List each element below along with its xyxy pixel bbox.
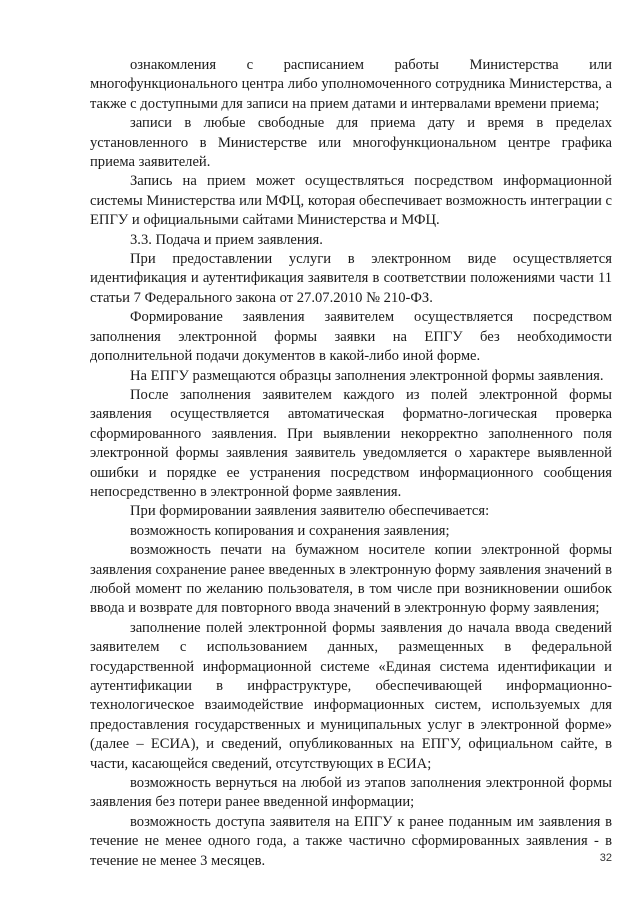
paragraph-copy-save: возможность копирования и сохранения заявления; <box>130 522 450 539</box>
paragraph-return-step: возможность вернуться на любой из этапов заполнения электронной формы заявления без потери ранее введенной информации; <box>90 775 612 811</box>
document-body <box>90 56 612 871</box>
section-heading-3-3: 3.3. Подача и прием заявления. <box>130 231 323 248</box>
paragraph-validation: После заполнения заявителем каждого из полей электронной формы заявления осуществляется автоматическая форматно-логическая проверка сформированного заявления. При выявлении некорректно заполненного поля электронной формы заявления заявитель уведомляется о характере выявленной ошибки и порядке ее устранения посредством информационного сообщения непосредственно в электронной форме заявления. <box>90 386 612 500</box>
paragraph-identification: При предоставлении услуги в электронном виде осуществляется идентификация и аутентификация заявителя в соответствии положениями части 11 статьи 7 Федерального закона от 27.07.2010 № 210-ФЗ. <box>90 251 612 306</box>
paragraph-form-filling: Формирование заявления заявителем осуществляется посредством заполнения электронной формы заявки на ЕПГУ без необходимости дополнительной подачи документов в какой-либо иной форме. <box>90 309 612 365</box>
paragraph-access-history: возможность доступа заявителя на ЕПГУ к ранее поданным им заявления в течение не менее одного года, а также частично сформированных заявления - в течение не менее 3 месяцев. <box>90 813 612 869</box>
paragraph-prefill-esia: заполнение полей электронной формы заявления до начала ввода сведений заявителем с использованием данных, размещенных в федеральной государственной информационной системе «Единая система идентификации и аутентификации в инфраструктуре, обеспечивающей информационно-технологическое взаимодействие информационных систем, используемых для предоставления государственных и муниципальных услуг в электронной форме» (далее – ЕСИА), и сведений, опубликованных на ЕПГУ, официальном сайте, в части, касающейся сведений, отсутствующих в ЕСИА; <box>90 619 612 772</box>
paragraph-print: возможность печати на бумажном носителе копии электронной формы заявления сохранение ранее введенных в электронную форму заявления значений в любой момент по желанию пользователя, в том числе при возникновении ошибок ввода и возврате для повторного ввода значений в электронную форму заявления; <box>90 542 612 617</box>
paragraph-appointment-system: Запись на прием может осуществляться посредством информационной системы Министерства или МФЦ, которая обеспечивает возможность интеграции с ЕПГУ и официальными сайтами Министерства и МФЦ. <box>90 173 612 229</box>
paragraph-provisions-intro: При формировании заявления заявителю обеспечивается: <box>130 503 490 520</box>
paragraph-appointment-booking: записи в любые свободные для приема дату и время в пределах установленного в Министерстве или многофункциональном центре графика приема заявителей. <box>90 115 612 171</box>
paragraph-schedule-familiarization: ознакомления с расписанием работы Министерства или многофункционального центра либо уполномоченного сотрудника Министерства, а также с доступными для записи на прием датами и интервалами времени приема; <box>90 57 612 112</box>
page-number: 32 <box>599 852 612 864</box>
paragraph-samples: На ЕПГУ размещаются образцы заполнения электронной формы заявления. <box>130 367 604 384</box>
